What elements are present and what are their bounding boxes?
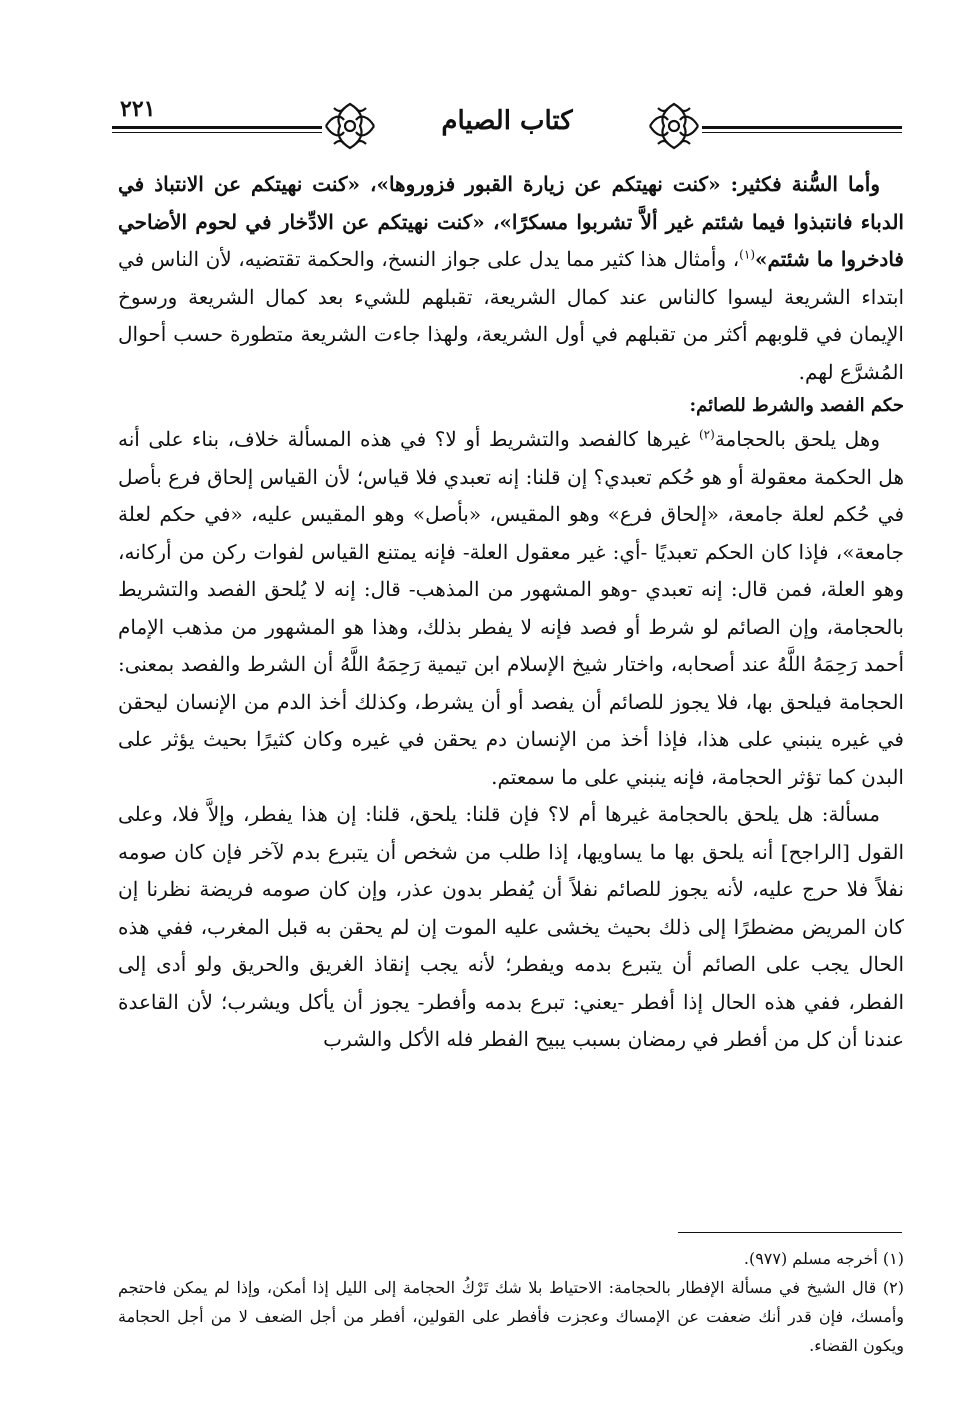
paragraph-sunnah-abrogation <box>118 166 904 391</box>
hadith-quotes: وأما السُّنة فكثير: «كنت نهيتكم عن زيارة القبور فزوروها»، «كنت نهيتكم عن الانتباذ في الدباء فانتبذوا فيما شئتم غير ألاَّ تشربوا مسكرًا»، «كنت نهيتكم عن الادِّخار في لحوم الأضاحي فادخروا ما شئتم» <box>118 172 904 271</box>
paragraph-text: غيرها كالفصد والتشريط أو لا؟ في هذه المسألة خلاف، بناء على أنه هل الحكمة معقولة أو هو حُكم تعبدي؟ إن قلنا: إنه تعبدي فلا قياس؛ لأن القياس إلحاق فرع بأصل في حُكم لعلة جامعة، «إلحاق فرع» وهو المقيس، «بأصل» وهو المقيس عليه، «في حكم لعلة جامعة»، فإذا كان الحكم تعبديًا -أي: غير معقول العلة- فإنه يمتنع القياس لفوات ركن من أركانه، وهو العلة، فمن قال: إنه تعبدي -وهو المشهور من المذهب- قال: إنه لا يُلحق الفصد والتشريط بالحجامة، وإن الصائم لو شرط أو فصد فإنه لا يفطر بذلك، وهذا هو المشهور من مذهب الإمام أحمد رَحِمَهُ اللَّهُ عند أصحابه، واختار شيخ الإسلام ابن تيمية رَحِمَهُ اللَّهُ أن الشرط والفصد بمعنى: الحجامة فيلحق بها، فلا يجوز للصائم أن يفصد أو أن يشرط، وكذلك أخذ الدم من الإنسان ليحقن في غيره ينبني على هذا، فإذا أخذ من الإنسان دم يحقن في غيره وكان كثيرًا بحيث يؤثر على البدن كما تؤثر الحجامة، فإنه ينبني على ما سمعتم. <box>118 427 905 789</box>
floral-ornament-icon <box>322 100 378 152</box>
page-header <box>112 92 902 154</box>
footnote-2 <box>118 1273 904 1360</box>
page-number: ٢٢١ <box>120 96 156 122</box>
book-title: كتاب الصيام <box>441 106 573 136</box>
paragraph-text: ، وأمثال هذا كثير مما يدل على جواز النسخ، والحكمة تقتضيه، لأن الناس في ابتداء الشريعة ليسوا كالناس عند كمال الشريعة، تقبلهم للشيء بعد كمال الشريعة ورسوخ الإيمان في قلوبهم أكثر من تقبلهم في أول الشريعة، ولهذا جاءت الشريعة متطورة حسب أحوال المُشرَّع لهم. <box>118 247 904 384</box>
footnote-text: أخرجه مسلم (٩٧٧). <box>743 1249 878 1268</box>
header-rule-right-thin <box>702 132 902 133</box>
footnote-1 <box>118 1244 904 1273</box>
paragraph-cupping-ruling <box>118 421 904 796</box>
paragraph-text: وهل يلحق بالحجامة <box>714 427 880 451</box>
footnote-number: (١) <box>882 1249 904 1268</box>
footnotes <box>118 1244 904 1360</box>
footnote-text: قال الشيخ في مسألة الإفطار بالحجامة: الاحتياط بلا شك تَرْكُ الحجامة إلى الليل إذا أمكن، وإذا لم يمكن فاحتجم وأمسك، فإن قدر أنك ضعفت عن الإمساك وعجزت فأفطر على القولين، أفطر من أجل الضعف لا من أجل الحجامة ويكون القضاء. <box>118 1278 905 1355</box>
footnote-ref-1: (١) <box>739 247 755 262</box>
header-rule-left-thin <box>112 132 322 133</box>
header-rule-right <box>702 126 902 129</box>
body-text <box>118 166 904 1059</box>
footnote-separator <box>678 1232 902 1233</box>
paragraph-masalah: مسألة: هل يلحق بالحجامة غيرها أم لا؟ فإن قلنا: يلحق، قلنا: إن هذا يفطر، وإلاَّ فلا، وعلى القول [الراجح] أنه يلحق بها ما يساويها، إذا طلب من شخص أن يتبرع بدم لآخر فإن كان صومه نفلاً فلا حرج عليه، لأنه يجوز للصائم نفلاً أن يُفطر بدون عذر، وإن كان صومه فريضة نظرنا إن كان المريض مضطرًا إلى ذلك بحيث يخشى عليه الموت إن لم يحقن به قبل المغرب، ففي هذه الحال يجب على الصائم أن يتبرع بدمه ويفطر؛ لأنه يجب إنقاذ الغريق والحريق ولو أدى إلى الفطر، ففي هذه الحال إذا أفطر -يعني: تبرع بدمه وأفطر- يجوز أن يأكل ويشرب؛ لأن القاعدة عندنا أن كل من أفطر في رمضان بسبب يبيح الفطر فله الأكل والشرب <box>118 802 905 1051</box>
header-rule-left <box>112 126 322 129</box>
footnote-number: (٢) <box>882 1278 904 1297</box>
footnote-ref-2: (٢) <box>698 427 715 442</box>
section-title: حكم الفصد والشرط للصائم: <box>689 395 904 416</box>
floral-ornament-icon <box>646 100 702 152</box>
